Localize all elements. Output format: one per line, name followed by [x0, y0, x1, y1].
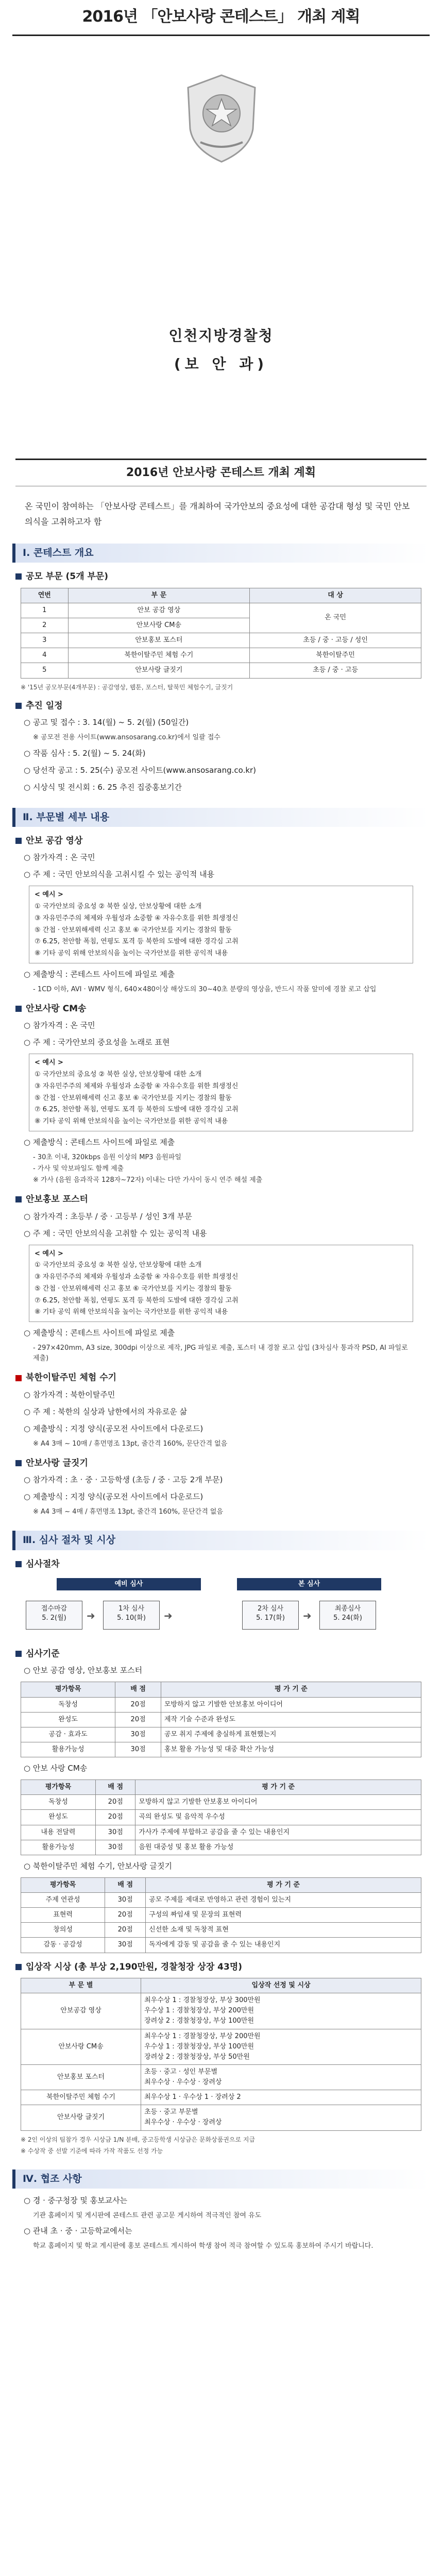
cooperation-detail: 학교 홈페이지 및 학교 게시판에 홍보 콘테스트 게시하여 학생 참여 적극 참여할 수 있도록 홍보하여 주시기 바랍니다. [33, 2242, 373, 2250]
section-1-header [12, 544, 430, 563]
table-cell: 최우수상 1 : 경찰청장상, 부상 300만원 우수상 1 : 경찰청장상, 부상 200만원 장려상 2 : 경찰청장상, 부상 100만원 [141, 1993, 421, 2029]
square-bullet-icon [15, 1006, 22, 1012]
table-row [21, 1727, 421, 1742]
square-bullet-icon [15, 1964, 22, 1970]
square-bullet-icon [15, 1651, 22, 1657]
detail-note: ※ A4 3매 ~ 10매 / 휴먼명조 13pt, 줄간격 160%, 문단간격 없음 [33, 1439, 228, 1448]
subsection-video [15, 834, 427, 848]
table-cell: 모방하지 않고 기발한 안보홍보 아이디어 [161, 1697, 421, 1712]
detail-item: ○ 주 제 : 북한의 실상과 남한에서의 자유로운 삶 [24, 1406, 188, 1416]
flow-step-label: 1차 심사 5. 10(화) [117, 1605, 146, 1622]
table-cell: 안보홍보 포스터 [68, 633, 250, 648]
table-cell: 구성의 짜임새 및 문장의 표현력 [146, 1908, 421, 1923]
table-cell: 곡의 완성도 및 음악적 우수성 [135, 1810, 421, 1825]
example-line: ③ 자유민주주의 체제와 우월성과 소중함 ④ 자유수호를 위한 희생정신 [35, 1273, 239, 1281]
example-line: ⑤ 간첩 · 안보위해세력 신고 홍보 ⑥ 국가안보를 지키는 경찰의 활동 [35, 1284, 232, 1293]
example-line: ① 국가안보의 중요성 ② 북한 실상, 안보상황에 대한 소개 [35, 903, 202, 911]
example-line: ⑦ 6.25, 천안함 폭침, 연평도 포격 등 북한의 도발에 대한 경각심 고취 [35, 1296, 239, 1304]
table-cell: 창의성 [21, 1923, 105, 1938]
table-header-row [21, 1682, 421, 1697]
table-header-cell: 평 가 기 준 [146, 1877, 421, 1892]
section-1-title: Ⅰ. 콘테스트 개요 [12, 544, 430, 563]
table-cell: 북한이탈주민 [250, 648, 421, 663]
cover-section [0, 36, 442, 459]
table-cell: 표현력 [21, 1908, 105, 1923]
table-cell: 20점 [115, 1697, 161, 1712]
prize-footnote: ※ 수상작 중 선발 기준에 따라 가작 작품도 선정 가능 [21, 2147, 163, 2155]
table-row [21, 1742, 421, 1757]
table-row [21, 2029, 421, 2064]
table-header-row [21, 588, 421, 603]
subsection-title: 입상작 시상 (총 부상 2,190만원, 경찰청장 상장 43명) [26, 1961, 243, 1972]
example-line: ⑤ 간첩 · 안보위해세력 신고 홍보 ⑥ 국가안보를 지키는 경찰의 활동 [35, 926, 232, 934]
table-cell: 20점 [115, 1712, 161, 1727]
table-cell: 20점 [105, 1923, 146, 1938]
subsection-title: 안보 공감 영상 [26, 836, 83, 846]
example-box [29, 886, 413, 963]
table-cell: 홍보 활용 가능성 및 대중 확산 가능성 [161, 1742, 421, 1757]
subsection-criteria [15, 1647, 427, 1660]
detail-note: - 1CD 이하, AVI · WMV 형식, 640×480이상 해상도의 30~40초 분량의 영상을, 반드시 작품 앞미에 경찰 로고 삽입 [33, 985, 377, 993]
table-header-cell: 평 가 기 준 [161, 1682, 421, 1697]
table-header-row [21, 1877, 421, 1892]
table-header-cell: 부 문 별 [21, 1978, 141, 1993]
criteria-group-title: ○ 북한이탈주민 체험 수기, 안보사랑 글짓기 [24, 1861, 173, 1871]
square-bullet-icon [15, 1196, 22, 1202]
prize-table [21, 1978, 421, 2131]
square-bullet-icon [15, 838, 22, 844]
table-cell: 최우수상 1 : 경찰청장상, 부상 200만원 우수상 1 : 경찰청장상, 부상 100만원 장려상 2 : 경찰청장상, 부상 50만원 [141, 2029, 421, 2064]
table-cell: 감동 · 공감성 [21, 1938, 105, 1953]
table-cell: 2 [21, 618, 69, 633]
table-cell: 30점 [105, 1938, 146, 1953]
table-row [21, 2105, 421, 2130]
table-cell: 안보사랑 글짓기 [68, 663, 250, 678]
intro-text: 온 국민이 참여하는 「안보사랑 콘테스트」를 개최하여 국가안보의 중요성에 대한 공감대 형성 및 국민 안보의식을 고취하고자 함 [25, 501, 410, 527]
table-row [21, 603, 421, 618]
example-line: ① 국가안보의 중요성 ② 북한 실상, 안보상황에 대한 소개 [35, 1071, 202, 1079]
table-header-cell: 입상작 선정 및 시상 [141, 1978, 421, 1993]
table-cell: 안보사랑 CM송 [68, 618, 250, 633]
section-3-header [12, 1531, 430, 1550]
subsection-review-process [15, 1557, 427, 1571]
cooperation-detail: 기관 홈페이지 및 게시판에 콘테스트 관련 공고문 게시하여 적극적인 참여 유도 [33, 2212, 262, 2220]
detail-item: ○ 참가자격 : 초 · 중 · 고등학생 (초등 / 중 · 고등 2개 부문) [24, 1475, 223, 1485]
table-cell: 30점 [96, 1825, 135, 1840]
subsection-defector-essay [15, 1371, 427, 1384]
table-cell: 안보사랑 글짓기 [21, 2105, 141, 2130]
section-3-title: Ⅲ. 심사 절차 및 시상 [12, 1531, 430, 1550]
schedule-item: ○ 시상식 및 전시회 : 6. 25 추진 집중홍보기간 [24, 782, 182, 792]
table-cell: 음원 대중성 및 홍보 활용 가능성 [135, 1840, 421, 1855]
table-row [21, 1795, 421, 1810]
table-cell: 1 [21, 603, 69, 618]
example-line: ⑧ 기타 공익 위해 안보의식을 높이는 국가안보를 위한 공익적 내용 [35, 1117, 228, 1126]
arrow-right-icon: ➜ [87, 1609, 95, 1622]
categories-table [21, 588, 421, 679]
table-cell: 공감 · 효과도 [21, 1727, 115, 1742]
detail-note: - 297×420mm, A3 size, 300dpi 이상으로 제작, JPG 파일로 제출, 포스터 내 경찰 로고 삽입 (3차심사 통과작 PSD, AI 파일로 제출) [33, 1344, 408, 1363]
criteria-group-title: ○ 안보 사랑 CM송 [24, 1764, 88, 1773]
department-name: (보 안 과) [174, 355, 268, 373]
flow-step [319, 1601, 376, 1630]
table-row [21, 1908, 421, 1923]
flow-stage-main: 본 심사 [237, 1578, 381, 1590]
table-row [21, 2090, 421, 2105]
example-title: < 예시 > [35, 1249, 63, 1258]
detail-note: ※ 가사 (음원 음과작곡 128자~72자) 이내는 다만 가사이 동시 연주 해설 제출 [33, 1176, 263, 1184]
table-cell: 완성도 [21, 1712, 115, 1727]
detail-item: ○ 참가자격 : 온 국민 [24, 853, 95, 862]
table-cell: 주제 연관성 [21, 1893, 105, 1908]
criteria-group-title: ○ 안보 공감 영상, 안보홍보 포스터 [24, 1666, 143, 1675]
table-cell: 초등 / 중 · 고등 [250, 663, 421, 678]
flow-step-label: 최종심사 5. 24(화) [333, 1605, 362, 1622]
table-cell: 20점 [105, 1908, 146, 1923]
square-bullet-icon [15, 703, 22, 709]
criteria-table-essay [21, 1877, 421, 1953]
table-cell: 30점 [115, 1742, 161, 1757]
table-cell: 안보공감 영상 [21, 1993, 141, 2029]
agency-name: 인천지방경찰청 [168, 327, 274, 344]
subsection-contest-categories [15, 570, 427, 583]
table-cell: 최우수상 1 · 우수상 1 · 장려상 2 [141, 2090, 421, 2105]
table-cell: 북한이탈주민 체험 수기 [21, 2090, 141, 2105]
example-line: ① 국가안보의 중요성 ② 북한 실상, 안보상황에 대한 소개 [35, 1261, 202, 1269]
detail-item: ○ 주 제 : 국민 안보의식을 고취시킬 수 있는 공익적 내용 [24, 870, 215, 879]
detail-item: ○ 주 제 : 국가안보의 중요성을 노래로 표현 [24, 1038, 170, 1047]
example-line: ③ 자유민주주의 체제와 우월성과 소중함 ④ 자유수호를 위한 희생정신 [35, 914, 239, 922]
plan-title: 2016년 안보사랑 콘테스트 개최 계획 [15, 459, 427, 486]
square-bullet-icon [15, 573, 22, 580]
document-title: 2016년 「안보사랑 콘테스트」 개최 계획 [82, 8, 360, 26]
flow-step [103, 1601, 160, 1630]
section-4-title: Ⅳ. 협조 사항 [12, 2170, 430, 2189]
table-footnote: ※ '15년 공모부문(4개부문) : 공감영상, 웹툰, 포스터, 탈북민 체험수기, 글짓기 [21, 683, 233, 691]
table-cell: 3 [21, 633, 69, 648]
table-cell: 공모 취지 주제에 충실하게 표현했는지 [161, 1727, 421, 1742]
table-row [21, 663, 421, 678]
table-cell: 안보홍보 포스터 [21, 2064, 141, 2090]
detail-note: - 가사 및 악보파일도 함께 제출 [33, 1164, 124, 1173]
table-cell: 30점 [105, 1893, 146, 1908]
table-row [21, 1893, 421, 1908]
example-box [29, 1054, 413, 1131]
table-cell: 완성도 [21, 1810, 96, 1825]
subsection-title: 심사절차 [26, 1558, 60, 1569]
table-header-cell: 부 문 [68, 588, 250, 603]
criteria-table-cm-song [21, 1780, 421, 1855]
detail-item: ○ 제출방식 : 지정 양식(공모전 사이트에서 다운로드) [24, 1423, 203, 1433]
table-row [21, 2064, 421, 2090]
table-cell: 제작 기술 수준과 완성도 [161, 1712, 421, 1727]
table-cell: 독창성 [21, 1697, 115, 1712]
example-title: < 예시 > [35, 1059, 63, 1067]
table-cell: 신선한 소재 및 독창적 표현 [146, 1923, 421, 1938]
section-2-title: Ⅱ. 부문별 세부 내용 [12, 808, 430, 827]
detail-item: ○ 제출방식 : 콘테스트 사이트에 파일로 제출 [24, 1328, 175, 1338]
table-cell: 30점 [96, 1840, 135, 1855]
detail-item: ○ 제출방식 : 지정 양식(공모전 사이트에서 다운로드) [24, 1492, 203, 1502]
table-cell: 모방하지 않고 기발한 안보홍보 아이디어 [135, 1795, 421, 1810]
table-cell: 초등 / 중 · 고등 / 성인 [250, 633, 421, 648]
table-cell: 초등 · 중고 · 성인 부문별 최우수상 · 우수상 · 장려상 [141, 2064, 421, 2090]
table-row [21, 1923, 421, 1938]
cooperation-item: ○ 관내 초 · 중 · 고등학교에서는 [24, 2226, 132, 2236]
table-header-cell: 배 점 [105, 1877, 146, 1892]
prize-footnote: ※ 2인 이상의 팀참가 경우 시상금 1/N 분배, 중고등학생 시상금은 문화상품권으로 지급 [21, 2136, 256, 2143]
detail-item: ○ 참가자격 : 초등부 / 중 · 고등부 / 성인 3개 부문 [24, 1211, 192, 1221]
table-header-cell: 평가항목 [21, 1682, 115, 1697]
cooperation-item: ○ 경 · 중구청장 및 홍보교사는 [24, 2196, 128, 2206]
arrow-right-icon: ➜ [164, 1609, 173, 1622]
table-row [21, 1712, 421, 1727]
table-cell: 가사가 주제에 부합하고 공감을 줄 수 있는 내용인지 [135, 1825, 421, 1840]
review-flow-diagram [21, 1578, 421, 1640]
table-cell: 독창성 [21, 1795, 96, 1810]
subsection-cm-song [15, 1002, 427, 1015]
flow-step-label: 2차 심사 5. 17(화) [256, 1605, 285, 1622]
table-cell: 독자에게 감동 및 공감을 줄 수 있는 내용인지 [146, 1938, 421, 1953]
example-box [29, 1245, 413, 1323]
table-cell: 활용가능성 [21, 1840, 96, 1855]
detail-item: ○ 참가자격 : 온 국민 [24, 1021, 95, 1030]
schedule-item: ○ 당선작 공고 : 5. 25(수) 공모전 사이트(www.ansosarang.co.kr) [24, 765, 257, 775]
square-bullet-icon [15, 1561, 22, 1567]
example-line: ⑧ 기타 공익 위해 안보의식을 높이는 국가안보를 위한 공익적 내용 [35, 1308, 228, 1316]
table-row [21, 1938, 421, 1953]
subsection-title: 심사기준 [26, 1649, 60, 1659]
table-row [21, 1840, 421, 1855]
example-line: ⑦ 6.25, 천안함 폭침, 연평도 포격 등 북한의 도발에 대한 경각심 고취 [35, 938, 239, 946]
table-cell: 온 국민 [250, 603, 421, 633]
subsection-schedule [15, 699, 427, 713]
table-row [21, 1993, 421, 2029]
table-header-cell: 대 상 [250, 588, 421, 603]
agency-block [0, 325, 442, 376]
criteria-table-video-poster [21, 1682, 421, 1757]
table-cell: 북한이탈주민 체험 수기 [68, 648, 250, 663]
table-header-row [21, 1780, 421, 1795]
subsection-prizes [15, 1960, 427, 1974]
table-row [21, 1810, 421, 1825]
table-cell: 4 [21, 648, 69, 663]
schedule-note: ※ 공모전 전용 사이트(www.ansosarang.co.kr)에서 일괄 접수 [33, 734, 220, 742]
detail-note: - 30초 이내, 320kbps 음원 이상의 MP3 음원파일 [33, 1153, 181, 1161]
table-cell: 20점 [96, 1795, 135, 1810]
table-header-cell: 연번 [21, 588, 69, 603]
table-row [21, 648, 421, 663]
detail-item: ○ 제출방식 : 콘테스트 사이트에 파일로 제출 [24, 969, 175, 979]
flow-stage-preliminary: 예비 심사 [57, 1578, 201, 1590]
section-2-header [12, 808, 430, 827]
subsection-title: 추진 일정 [26, 701, 63, 711]
table-cell: 안보사랑 CM송 [21, 2029, 141, 2064]
table-cell: 공모 주제를 제대로 반영하고 관련 경험이 있는지 [146, 1893, 421, 1908]
table-row [21, 1825, 421, 1840]
example-title: < 예시 > [35, 891, 63, 899]
square-bullet-icon [15, 1375, 22, 1381]
example-line: ③ 자유민주주의 체제와 우월성과 소중함 ④ 자유수호를 위한 희생정신 [35, 1082, 239, 1090]
subsection-writing [15, 1456, 427, 1470]
schedule-item: ○ 공고 및 접수 : 3. 14(월) ~ 5. 2(월) (50일간) [24, 718, 189, 727]
subsection-title: 공모 부문 (5개 부문) [26, 571, 109, 582]
subsection-title: 안보사랑 CM송 [26, 1004, 87, 1014]
square-bullet-icon [15, 1460, 22, 1466]
example-line: ⑤ 간첩 · 안보위해세력 신고 홍보 ⑥ 국가안보를 지키는 경찰의 활동 [35, 1094, 232, 1102]
table-cell: 활용가능성 [21, 1742, 115, 1757]
subsection-title: 안보홍보 포스터 [26, 1194, 88, 1205]
subsection-title: 북한이탈주민 체험 수기 [26, 1372, 117, 1383]
table-header-cell: 배 점 [96, 1780, 135, 1795]
flow-step [242, 1601, 299, 1630]
example-line: ⑦ 6.25, 천안함 폭침, 연평도 포격 등 북한의 도발에 대한 경각심 고취 [35, 1106, 239, 1114]
detail-item: ○ 제출방식 : 콘테스트 사이트에 파일로 제출 [24, 1137, 175, 1147]
table-row [21, 1697, 421, 1712]
flow-step-label: 접수마감 5. 2(월) [41, 1605, 67, 1622]
police-emblem-icon [183, 72, 260, 165]
table-header-cell: 평가항목 [21, 1780, 96, 1795]
detail-item: ○ 주 제 : 국민 안보의식을 고취할 수 있는 공익적 내용 [24, 1228, 207, 1238]
section-4-header [12, 2170, 430, 2189]
table-cell: 초등 · 중고 부문별 최우수상 · 우수상 · 장려상 [141, 2105, 421, 2130]
table-header-row [21, 1978, 421, 1993]
flow-step [26, 1601, 82, 1630]
subsection-poster [15, 1193, 427, 1206]
arrow-right-icon: ➜ [303, 1609, 312, 1622]
table-cell: 내용 전달력 [21, 1825, 96, 1840]
table-cell: 20점 [96, 1810, 135, 1825]
header-title-bar [12, 0, 430, 36]
table-cell: 안보 공감 영상 [68, 603, 250, 618]
table-cell: 30점 [115, 1727, 161, 1742]
table-header-cell: 배 점 [115, 1682, 161, 1697]
table-row [21, 633, 421, 648]
schedule-item: ○ 작품 심사 : 5. 2(월) ~ 5. 24(화) [24, 748, 146, 758]
table-cell: 5 [21, 663, 69, 678]
table-header-cell: 평 가 기 준 [135, 1780, 421, 1795]
detail-item: ○ 참가자격 : 북한이탈주민 [24, 1389, 115, 1399]
table-header-cell: 평가항목 [21, 1877, 105, 1892]
subsection-title: 안보사랑 글짓기 [26, 1458, 88, 1468]
example-line: ⑧ 기타 공익 위해 안보의식을 높이는 국가안보를 위한 공익적 내용 [35, 950, 228, 958]
detail-note: ※ A4 3매 ~ 4매 / 휴먼명조 13pt, 줄간격 160%, 문단간격 없음 [33, 1508, 224, 1516]
